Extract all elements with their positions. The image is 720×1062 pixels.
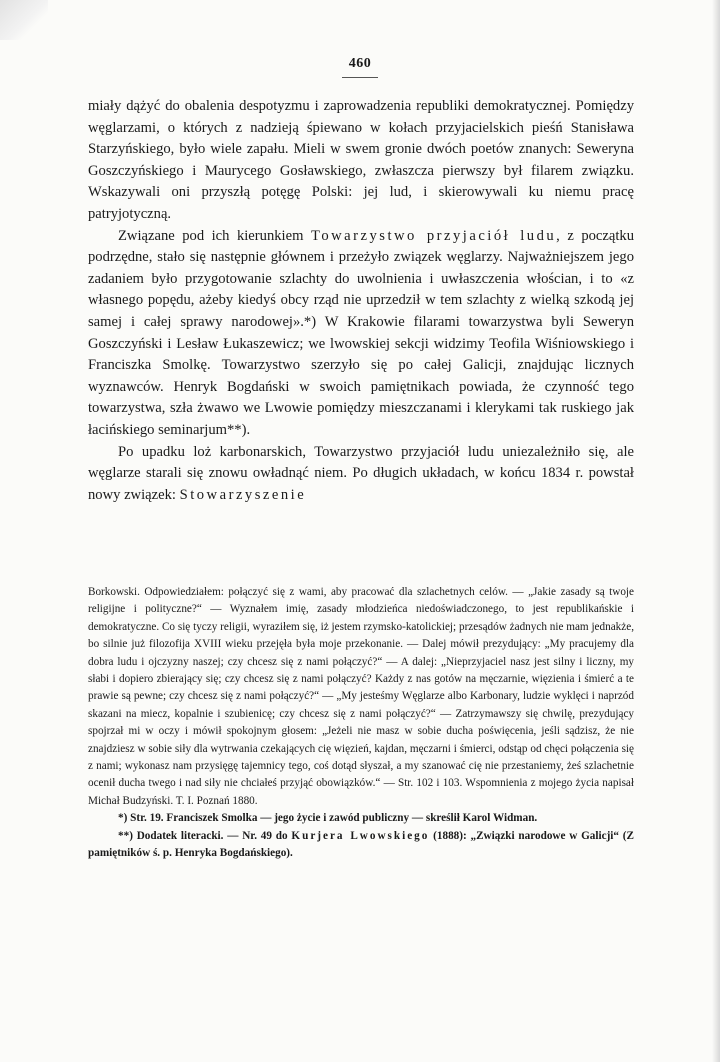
paragraph-3-start: Po upadku loż karbonarskich, Towarzystwo przyjaciół ludu uniezależniło się, ale węglarze starali się znowu owładnąć niem. Po długich układach, w końcu 1834 r. powstał nowy związek: [88,443,634,503]
footnote-2-start: **) Dodatek literacki. — Nr. 49 do [118,829,292,842]
footnotes [88,584,634,863]
paragraph-3 [88,442,634,507]
page-number: 460 [348,56,372,71]
footnote-2 [88,828,634,863]
newspaper-title-spaced: Kurjera Lwowskiego [291,829,430,842]
paragraph-1: miały dążyć do obalenia despotyzmu i zaprowadzenia republiki demokratycznej. Pomiędzy węglarzami, o których z nadzieją śpiewano w kołach przyjacielskich pieśń Stanisława Starzyńskiego, było wiele zapału. Mieli w swem gronie dwóch poetów znanych: Seweryna Goszczyńskiego i Maurycego Gosławskiego, zwłaszcza pierwszy był filarem związku. Wskazywali oni przyszłą potęgę Polski: jej lud, i skierowywali ku niemu pracę patryjotyczną. [88,98,634,222]
paragraph-2-start: Związane pod ich kierunkiem [118,227,311,244]
page-corner-shadow [0,0,48,40]
footnote-2-rest: (1888): „Związki narodowe w Galicji“ (Z pamiętników ś. p. Henryka Bogdańskiego). [88,829,634,860]
footnote-continuation: Borkowski. Odpowiedziałem: połączyć się z wami, aby pracować dla szlachetnych celów. — „Jakie zasady są twoje religijne i polityczne?“ — Wyznałem imię, zasady młodzieńca niedoświadczonego, to jest republikańskie i demokratyczne. Co się tyczy religii, wyraziłem się, iż jestem rzymsko-katolickiej; przesądów żadnych nie mam jednakże, bo silnie już filozofija XVIII wieku przejęła była moje przekonanie. — Dalej mówił prezydujący: „My pracujemy dla dobra ludu i ojczyzny naszej; czy chcesz się z nami połączyć?“ — A dalej: „Nieprzyjaciel nasz jest silny i liczny, my słabi i dopiero zbierający się; czy chcesz się z nami połączyć? Każdy z nas gotów na męczarnie, więzienia i śmierć a te prawie są pewne; czy chcesz się z nami połączyć?“ — „My jesteśmy Węglarze albo Karbonary, ludzie wyklęci i naprzód skazani na miecz, kopalnie i szubienicę; czy chcesz się z nami połączyć?“ — Zatrzymawszy się chwilę, prezydujący spojrzał mi w oczy i mówił spokojnym głosem: „Jeżeli nie masz w sobie ducha poświęcenia, jeśli sądzisz, że nie znajdziesz w sobie siły dla wytrwania czekających cię więzień, kajdan, męczarni i śmierci, odstąp od chęci połączenia się z nami; wykonasz nam przysięgę tajemnicy tego, coś dotąd słyszał, a my szanować cię nie przestaniemy, żeś szlachetnie ocenił ducha twego i nad siły nie chciałeś przyjąć obowiązków.“ — Str. 102 i 103. Wspomnienia z mojego życia napisał Michał Budzyński. T. I. Poznań 1880. [88,586,634,807]
society-name-spaced: Towarzystwo przyjaciół ludu [310,227,557,244]
main-text [88,96,634,506]
page-number-underline [342,77,378,78]
page-edge-shadow [712,0,720,1062]
paragraph-2-rest: , z początku podrzędne, stało się następnie głównem i przeżyło związek węglarzy. Najważniejszem jego zadaniem było przygotowanie szlachty do uwolnienia i uwłaszczenia włościan, i to «z własnego popędu, ażeby kiedyś obcy rząd nie uprzedził w tem szlachty z wielką szkodą jej samej i całej sprawy narodowej».*) W Krakowie filarami towarzystwa byli Seweryn Goszczyński i Lesław Łukaszewicz; we lwowskiej sekcji widzimy Teofila Wiśniowskiego i Franciszka Smolkę. Towarzystwo szerzyło się po całej Galicji, znajdując licznych wyznawców. Henryk Bogdański w swoich pamiętnikach powiada, że czynność tego towarzystwa, szła żwawo we Lwowie pomiędzy mieszczanami i klerykami tak ruskiego jak łacińskiego seminarjum**). [88,227,634,438]
footnote-1: *) Str. 19. Franciszek Smolka — jego życie i zawód publiczny — skreślił Karol Widman. [118,812,538,825]
paragraph-2 [88,226,634,442]
association-name-spaced: Stowarzyszenie [179,486,307,503]
